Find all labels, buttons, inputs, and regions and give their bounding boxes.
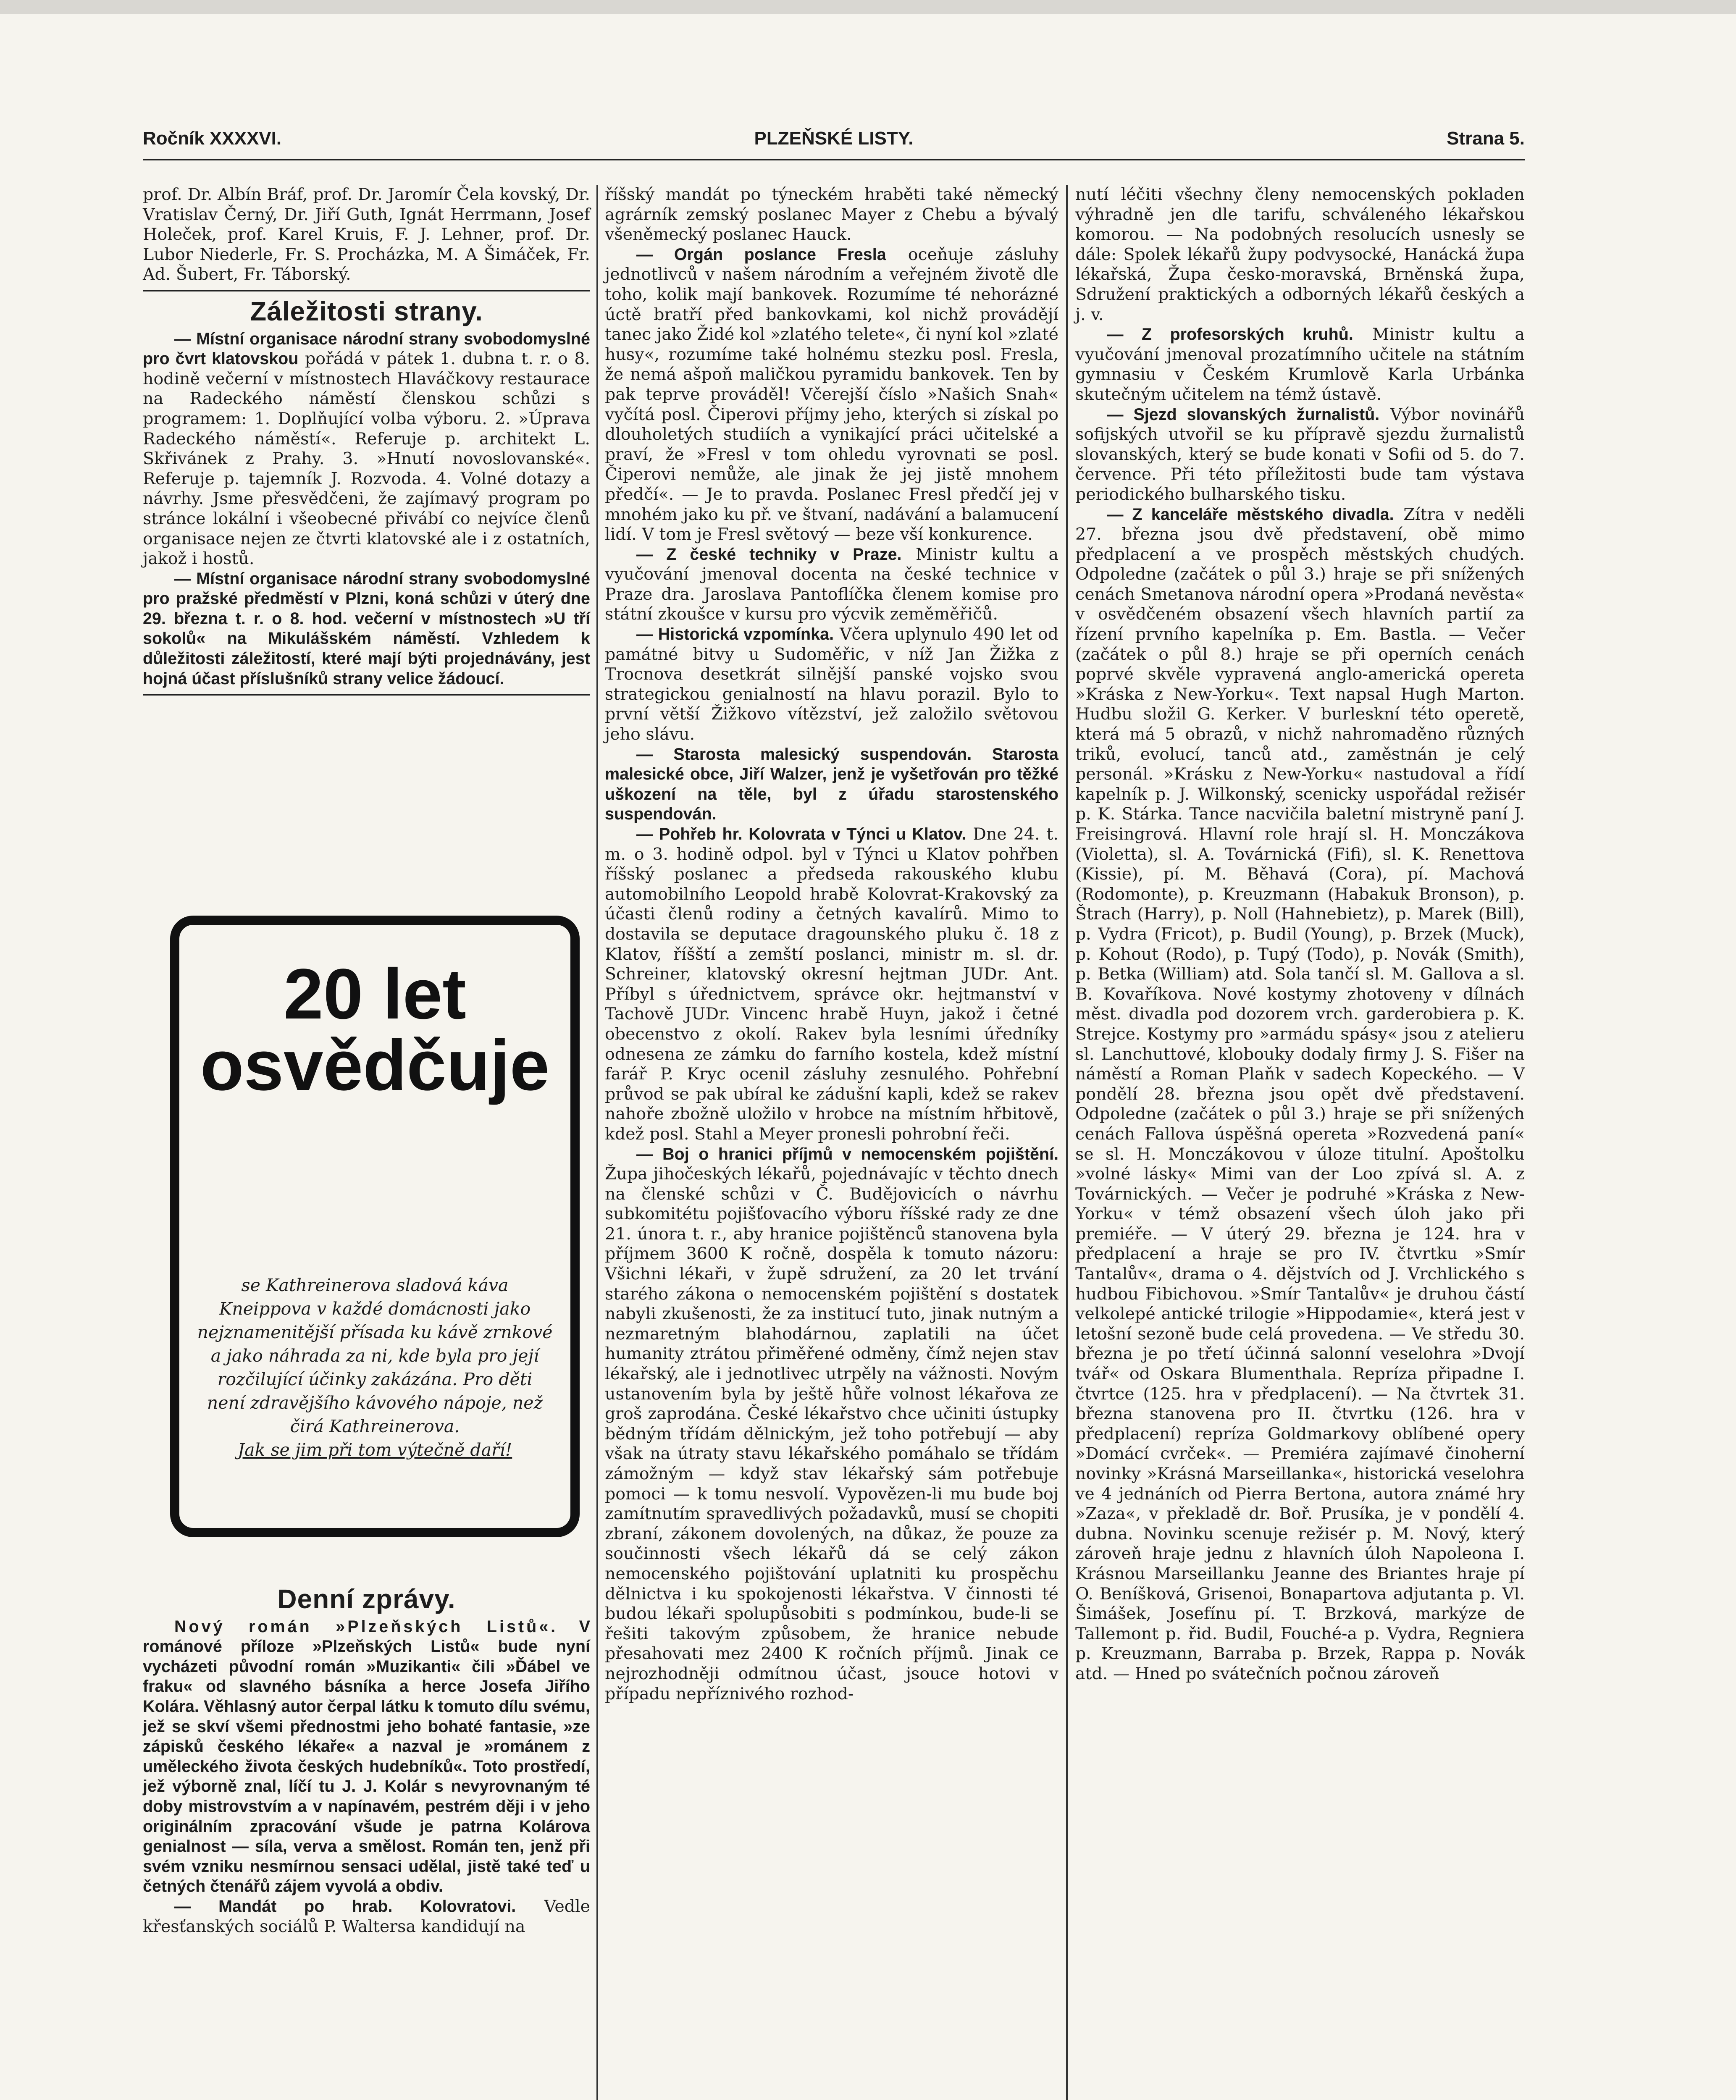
kathreiner-advertisement — [170, 916, 580, 1537]
article-head: — Mandát po hrab. Kolovratovi. — [174, 1897, 516, 1916]
column-1-news — [143, 1579, 590, 1937]
article-funeral — [605, 824, 1058, 1144]
ad-headline-years: 20 let — [284, 954, 466, 1034]
article-party-1 — [143, 329, 590, 569]
scan-edge — [0, 0, 1736, 14]
article-history — [605, 625, 1058, 745]
volume-label: Ročník XXXXVI. — [143, 128, 282, 149]
article-head: — Sjezd slovanských žurnalistů. — [1107, 405, 1380, 424]
article-body: Dne 24. t. m. o 3. hodině odpol. byl v Týnci u Klatov pohřben říšský poslanec a předseda rakouského klubu automobilního Leopold hrabě Kolovrat-Krakovský za účasti členů rodiny a četných kavalírů. Mimo to dostavila se deputace dragounského pluku č. 18 z Klatov, říšští a zemští poslanci, ministr m. sl. dr. Schreiner, klatovský okresní hejtman JUDr. Ant. Příbyl s úřednictvem, správce okr. hejtmanství v Tachově JUDr. Vincenc hrabě Huyn, jakož i četné obecenstvo z okolí. Rakev byla lesními úředníky odnesena ze zámku do farního kostela, kdež místní farář P. Kryc ocenil zásluhy zesnulého. Pohřební průvod se pak ubíral ke zádušní kapli, kdež se rakev nahoře zbožně uložilo v hrobce na místním hřbitově, kdež posl. Stahl a Meyer pronesli pohrobní řeči. — [605, 824, 1058, 1144]
article-head: — Boj o hranici příjmů v nemocenském pojištění. — [636, 1144, 1058, 1163]
article-professors — [1075, 325, 1525, 404]
column-1 — [143, 185, 590, 701]
article-fresl — [605, 245, 1058, 545]
article-body: Ministr kultu a vyučování jmenoval docenta na české technice v Praze dra. Jaroslava Pantoflíčka členem komise pro státní zkoušce v kursu pro výcvik zeměměřičů. — [605, 544, 1058, 624]
article-head: — Z české techniky v Praze. — [636, 545, 902, 564]
ad-copy — [196, 1273, 554, 1462]
article-body: Župa jihočeských lékařů, pojednávajíc v těchto dnech na členské schůzi v Č. Budějovicích o návrhu subkomitétu pojišťovacího výboru říšské rady ze dne 21. února t. r., aby hranice pojištěnců stanovena byla příjmem 3600 K ročně, dospěla k tomuto názoru: Všichni lékaři, v župě sdružení, za 20 let trvání starého zákona o nemocenském pojištění s dostatek nabyli zkušenosti, že za institucí tuto, jinak nutným a nezmaretným blahodárnou, zaplatili na účet humanity ztrátou přiměřené odměny, čímž nejen stav lékařský, ale i jednotlivec utrpěly na vážnosti. Novým ustanovením byla by ještě hůře volnost lékařova ze groš zaprodána. České lékařstvo chce učiniti ústupky bědným třídám dělnickým, jež toho potřebují — aby však na útraty stavu lékařského pomáhalo se třídám zámožným — když stav lékařský sám potřebuje pomoci — k tomu nesvolí. Vypovězen-li mu bude boj zamítnutím spravedlivých požadavků, musí se chopiti zbraní, zákonem dovolených, na důkaz, že pouze za součinnosti všech lékařů dá se celý zákon nemocenského pojištování uplatniti ku prospěchu dělnictva i ku spokojenosti lékařstva. V činnosti té budou lékaři spolupůsobiti s podmínkou, bude-li se řešiti takovým způsobem, že hranice nebude přesahovati mez 2400 K ročních příjmů. Jinak ce nejrozhodněji odmítnou účast, jsouce hotovi v případu nepříznivého rozhod- — [605, 1164, 1058, 1704]
column-divider-1 — [596, 185, 598, 2100]
article-insurance-cont: nutí léčiti všechny členy nemocenských pokladen výhradně jen dle tarifu, schváleného lékařskou komorou. — Na podobných resolucích usnesly se dále: Spolek lékařů župy podvysocké, Hanácká župa lékařská, Župa česko-moravská, Brněnská župa, Sdružení praktických a odborných lékařů českých a j. v. — [1075, 185, 1525, 324]
article-intro: prof. Dr. Albín Bráf, prof. Dr. Jaromír Čela kovský, Dr. Vratislav Černý, Dr. Jiří Guth, Ignát Herrmann, Josef Holeček, prof. Karel Kruis, F. J. Lehner, prof. Dr. Lubor Niederle, Fr. S. Procházka, M. A Šimáček, Fr. Ad. Šubert, Fr. Táborský. — [143, 185, 590, 284]
newspaper-title: PLZEŇSKÉ LISTY. — [754, 128, 914, 149]
column-3 — [1075, 185, 1525, 1684]
article-journalists — [1075, 405, 1525, 505]
article-head: — Z profesorských kruhů. — [1107, 325, 1353, 344]
page-header — [143, 128, 1525, 158]
article-mandate — [143, 1897, 590, 1937]
article-theatre — [1075, 505, 1525, 1684]
article-insurance — [605, 1144, 1058, 1704]
page-number: Strana 5. — [1447, 128, 1525, 149]
article-malesice: — Starosta malesický suspendován. Starosta malesické obce, Jiří Walzer, jenž je vyšetřován pro těžké uškození na těle, byl z úřadu starostenského suspendován. — [605, 745, 1058, 824]
article-body: pořádá v pátek 1. dubna t. r. o 8. hodině večerní v místnostech Hlaváčkovy restaurace na Radeckého náměstí členskou schůzi s programem: 1. Doplňující volba výboru. 2. »Úprava Radeckého náměstí«. Referuje p. architekt L. Skřivánek z Prahy. 3. »Hnutí novoslovanské«. Referuje p. tajemník J. Rozvoda. 4. Volné dotazy a návrhy. Jsme přesvědčeni, že zajímavý program po stránce lokální i všeobecné přivábí co nejvíce členů organisace nejen ze čtvrti klatovské ale i z ostatních, jakož i hostů. — [143, 349, 590, 569]
section-rule — [143, 290, 590, 291]
article-head: — Z kanceláře městského divadla. — [1107, 505, 1394, 524]
column-2 — [605, 185, 1058, 1704]
article-body: Ministr kultu a vyučování jmenoval prozatímního učitele na státním gymnasiu v Českém Krumlově Karla Urbánka skutečným učitelem na témž ústavě. — [1075, 325, 1525, 404]
article-technika — [605, 545, 1058, 625]
article-head: Nový román »Plzeňských Listů«. — [174, 1617, 558, 1636]
header-rule — [143, 159, 1525, 160]
article-body: Včera uplynulo 490 let od památné bitvy u Sudoměřic, v níž Jan Žižka z Trocnova desetkrát silnější panské vojsko svou strategickou genialností na hlavu porazil. Bylo to první větší Žižkovo vítězství, jež založilo světovou jeho slávu. — [605, 625, 1058, 744]
section-title-news: Denní zprávy. — [277, 1584, 456, 1614]
article-head: — Místní organisace národní strany svobodomyslné pro čvrt klatovskou — [143, 329, 590, 368]
section-rule — [143, 694, 590, 696]
article-party-2: — Místní organisace národní strany svobodomyslné pro pražské předměstí v Plzni, koná schůzi v úterý dne 29. března t. r. o 8. hod. večerní v místnostech »U tří sokolů« na Mikulášském náměstí. Vzhledem k důležitosti záležitostí, které mají býti projednávány, jest hojná účast příslušníků strany velice žádoucí. — [143, 569, 590, 688]
section-title-party: Záležitosti strany. — [250, 296, 483, 326]
article-head: — Pohřeb hr. Kolovrata v Týnci u Klatov. — [636, 825, 966, 843]
article-body: Vedle křesťanských sociálů P. Waltersa kandidují na — [143, 1896, 590, 1936]
ad-headline-proves: osvědčuje — [200, 1026, 550, 1105]
column-divider-2 — [1066, 185, 1068, 2100]
article-head: — Orgán poslance Fresla — [636, 245, 886, 264]
article-head: — Historická vzpomínka. — [636, 625, 834, 644]
ad-body: se Kathreinerova sladová káva Kneippova v každé domácnosti jako nejznamenitější přísada ku kávě zrnkové a jako náhrada za ni, kde byla pro její rozčilující účinky zakázána. Pro děti není zdravějšího kávového nápoje, než čirá Kathreinerova. — [197, 1275, 553, 1436]
article-body: Výbor novinářů sofijských utvořil se ku přípravě sjezdu žurnalistů slovanských, který se bude konati v Sofii od 5. do 7. července. Při této příležitosti bude tam výstava periodického bulharského tisku. — [1075, 404, 1525, 504]
article-body: oceňuje zásluhy jednotlivců v našem národním a veřejném životě dle toho, kolik mají bankovek. Rozumíme té nehorázné úctě bratří před bankovkami, kol nichž provádějí tanec jako Židé kol »zlatého telete«, či nyní kol »zlaté husy«, rozumíme také holnému stezku posl. Fresla, že nemá ašpoň maličkou pyramidu bankovek. Ten by pak teprve prováděl! Včerejší číslo »Našich Snah« vyčítá posl. Čiperovi příjmy jeho, kterých si získal po dlouholetých studiích a vynikající práci učitelské a praví, že »Fresl v tom ohledu vyrovnati se posl. Čiperovi nemůže, ale jinak že jej jistě mnohem předčí«. — Je to pravda. Poslanec Fresl předčí jej v mnohém jako ku př. ve štvaní, nadávání a balamucení lidí. V tom je Fresl světový — beze vší konkurence. — [605, 244, 1059, 544]
article-body: V románové příloze »Plzeňských Listů« bude nyní vycházeti původní román »Muzikanti« čili »Ďábel ve fraku« od slavného básníka a herce Josefa Jiřího Kolára. Věhlasný autor čerpal látku k tomuto dílu svému, jež se skví všemi přednostmi jeho bohaté fantasie, »ze zápisků českého lékaře« a nazval je »románem z uměleckého života českých hudebníků«. Toto prostředí, jež výborně znal, líčí tu J. J. Kolár s nevyrovnaným té doby mistrovstvím a v napínavém, pestrém ději i v jeho originálním zpracování všude je patrna Kolárova genialnost — síla, verva a smělost. Román ten, jenž při svém vzniku nesmírnou sensaci udělal, jistě také teď u četných čtenářů zájem vyvolá a obdiv. — [143, 1617, 590, 1896]
article-novel — [143, 1617, 590, 1897]
article-body: Zítra v neděli 27. března jsou dvě představení, obě mimo předplacení a ve prospěch městských chudých. Odpoledne (začátek o půl 3.) hraje se při snížených cenách Smetanova národní opera »Prodaná nevěsta« v osvědčeném obsazení všech hlavních partií za řízení prvního kapelníka p. Em. Bastla. — Večer (začátek o půl 8.) hraje se při operních cenách poprvé skvěle vypravená anglo-americká opereta »Kráska z New-Yorku«. Text napsal Hugh Marton. Hudbu složil G. Kerker. V burleskní této operetě, která má 5 obrazů, v nichž nahromaděno různých triků, evolucí, tanců atd., zaměstnán je celý personál. »Krásku z New-Yorku« nastudoval a řídí kapelník p. J. Wilkonský, scenicky uspořádal režisér p. K. Stárka. Tance nacvičila baletní mistryně paní J. Freisingrová. Hlavní role hrají sl. H. Monczákova (Violetta), sl. A. Továrnická (Fifi), sl. K. Renettova (Kissie), pí. M. Běhavá (Cora), pí. Machová (Rodomonte), p. Kreuzmann (Habakuk Bronson), p. Štrach (Harry), p. Noll (Hahnebietz), p. Marek (Bill), p. Vydra (Fricot), p. Budil (Young), p. Brzek (Muck), p. Kohout (Rodo), p. Tupý (Todo), p. Novák (Smith), p. Betka (William) atd. Sola tančí sl. M. Gallova a sl. B. Kovaříkova. Nové kostymy zhotoveny v dílnách měst. divadla pod dozorem vrch. garderobiera p. K. Strejce. Kostymy pro »armádu spásy« jsou z atelieru sl. Lanchuttové, klobouky dodaly firmy J. S. Fišer na náměstí a Roman Plaňk v sadech Kopeckého. — V pondělí 28. března jsou opět dvě představení. Odpoledne (začátek o půl 3.) hraje se při snížených cenách Fallova úspěšná opereta »Rozvedená paní« se sl. H. Monczákovou v úloze titulní. Apoštolku »volné lásky« Mimi van der Loo zpívá sl. A. z Továrnických. — Večer je podruhé »Kráska z New-Yorku« v témž obsazení všech úloh jako při premiéře. — V úterý 29. března je 124. hra v předplacení a hraje se pro IV. čtvrtku »Smír Tantalův«, drama o 4. dějstvích od J. Vrchlického s hudbou Fibichovou. »Smír Tantalův« je druhou částí velkolepé antické trilogie »Hippodamie«, která jest v letošní sezoně bude celá provedena. — Ve středu 30. března je po třetí účinná salonní veselohra »Dvojí tvář« od Oskara Blumenthala. Repríza připadne I. čtvrtce (125. hra v předplacení). — Na čtvrtek 31. března stanovena pro II. čtvrtku (126. hra v předplacení) repríza Goldmarkovy oblíbené opery »Domácí cvrček«. — Premiéra zajímavé činoherní novinky »Krásná Marseillanka«, historická veselohra ve 4 jednáních od Pierra Bertona, autora známé hry »Zaza«, v překladě dr. Boř. Prusíka, je v pondělí 4. dubna. Novinku scenuje režisér p. M. Nový, který zároveň hraje jednu z hlavních úloh Napoleona I. Krásnou Marseillanku Jeanne des Briantes hraje pí O. Beníšková, Grisenoi, Bonapartova adjutanta p. Vl. Šimášek, Josefínu pí. T. Brzková, markýze de Tallemont p. řid. Budil, Fouché-a p. Vydra, Regniera p. Kreuzmann, Barraba p. Brzek, Rappa p. Novák atd. — Hned po svátečních počnou zároveň — [1075, 504, 1525, 1683]
article-mandate-cont: říšský mandát po týneckém hraběti také německý agrárník zemský poslanec Mayer z Chebu a bývalý všeněmecký poslanec Hauck. — [605, 185, 1058, 244]
ad-slogan: Jak se jim při tom výtečně daří! — [237, 1440, 512, 1460]
